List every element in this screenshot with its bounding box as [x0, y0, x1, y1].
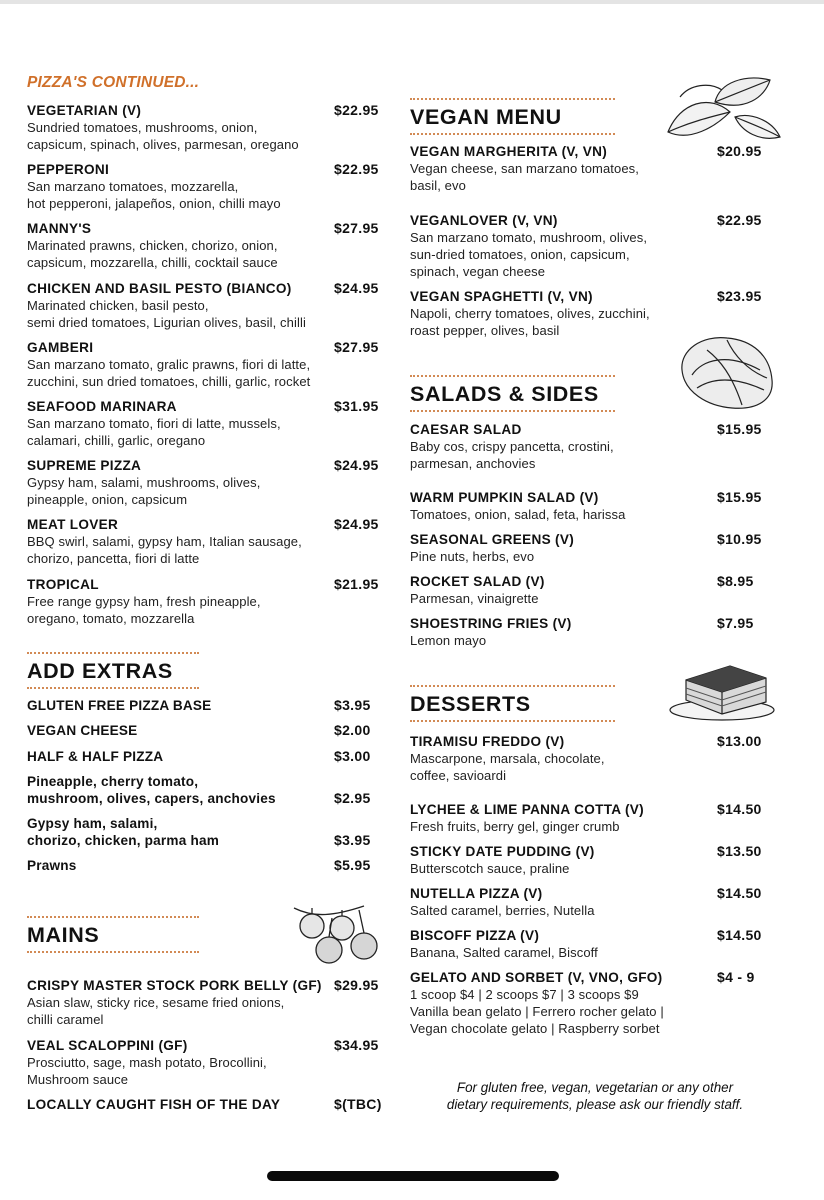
extra-name: chorizo, chicken, parma ham: [27, 833, 219, 848]
item-description: hot pepperoni, jalapeños, onion, chilli mayo: [27, 196, 281, 211]
item-description: Napoli, cherry tomatoes, olives, zucchini,: [410, 306, 650, 321]
menu-item: [27, 1096, 387, 1113]
top-edge: [0, 0, 824, 4]
section-title: VEGAN MENU: [410, 105, 562, 129]
item-price: $15.95: [717, 489, 762, 505]
item-description: Banana, Salted caramel, Biscoff: [410, 945, 598, 960]
extra-item: [27, 748, 387, 765]
extra-name: GLUTEN FREE PIZZA BASE: [27, 698, 212, 713]
item-description: Mascarpone, marsala, chocolate,: [410, 751, 605, 766]
item-description: Tomatoes, onion, salad, feta, harissa: [410, 507, 626, 522]
dietary-note: [410, 1079, 780, 1113]
item-description: Butterscotch sauce, praline: [410, 861, 570, 876]
item-price: $24.95: [334, 457, 379, 473]
item-description: chorizo, pancetta, fiori di latte: [27, 551, 200, 566]
item-price: $31.95: [334, 398, 379, 414]
item-name: CRISPY MASTER STOCK PORK BELLY (GF): [27, 978, 322, 993]
item-description: Lemon mayo: [410, 633, 487, 648]
menu-item: [27, 457, 387, 508]
item-name: VEGANLOVER (V, VN): [410, 213, 558, 228]
item-name: GELATO AND SORBET (V, VNO, GFO): [410, 970, 663, 985]
item-name: VEGAN SPAGHETTI (V, VN): [410, 289, 593, 304]
item-description: San marzano tomatoes, mozzarella,: [27, 179, 239, 194]
pizzas-continued-heading: PIZZA'S CONTINUED...: [27, 74, 200, 91]
menu-item: [410, 927, 780, 961]
item-price: $8.95: [717, 573, 754, 589]
vegan-menu-section: [410, 98, 615, 135]
menu-item: [410, 531, 780, 565]
item-description: San marzano tomato, mushroom, olives,: [410, 230, 648, 245]
item-price: $24.95: [334, 516, 379, 532]
item-price: $14.50: [717, 801, 762, 817]
lettuce-icon: [672, 330, 780, 412]
menu-item: [27, 339, 387, 390]
item-price: $20.95: [717, 143, 762, 159]
item-description: Vegan chocolate gelato | Raspberry sorbet: [410, 1021, 660, 1036]
item-name: MEAT LOVER: [27, 517, 119, 532]
extra-item: [27, 697, 387, 714]
item-name: BISCOFF PIZZA (V): [410, 928, 540, 943]
item-description: semi dried tomatoes, Ligurian olives, basil, chilli: [27, 315, 306, 330]
menu-item: [410, 573, 780, 607]
item-name: WARM PUMPKIN SALAD (V): [410, 490, 599, 505]
item-price: $13.00: [717, 733, 762, 749]
item-description: oregano, tomato, mozzarella: [27, 611, 195, 626]
salads-sides-section: [410, 375, 615, 412]
item-description: Vegan cheese, san marzano tomatoes,: [410, 161, 639, 176]
item-name: TROPICAL: [27, 577, 99, 592]
extra-price: $2.95: [334, 790, 371, 806]
desserts-section: [410, 685, 615, 722]
item-price: $13.50: [717, 843, 762, 859]
item-name: SHOESTRING FRIES (V): [410, 616, 572, 631]
section-title: SALADS & SIDES: [410, 382, 599, 406]
extra-price: $3.95: [334, 697, 371, 713]
extra-price: $3.00: [334, 748, 371, 764]
menu-item: [410, 969, 780, 1037]
item-description: Marinated chicken, basil pesto,: [27, 298, 209, 313]
extra-name: VEGAN CHEESE: [27, 723, 138, 738]
item-name: SEASONAL GREENS (V): [410, 532, 575, 547]
item-name: MANNY'S: [27, 221, 92, 236]
extra-price: $3.95: [334, 832, 371, 848]
section-title: MAINS: [27, 923, 100, 947]
item-name: ROCKET SALAD (V): [410, 574, 545, 589]
menu-item: [27, 398, 387, 449]
divider: [410, 410, 615, 412]
menu-item: [410, 489, 780, 523]
extra-name: Pineapple, cherry tomato,: [27, 774, 199, 789]
extra-name: mushroom, olives, capers, anchovies: [27, 791, 276, 806]
item-description: Salted caramel, berries, Nutella: [410, 903, 595, 918]
item-name: CAESAR SALAD: [410, 422, 522, 437]
item-description: coffee, savioardi: [410, 768, 507, 783]
item-description: Pine nuts, herbs, evo: [410, 549, 535, 564]
basil-leaves-icon: [660, 72, 785, 147]
menu-item: [27, 280, 387, 331]
item-price: $22.95: [334, 102, 379, 118]
divider: [27, 687, 199, 689]
item-description: chilli caramel: [27, 1012, 104, 1027]
menu-item: [410, 843, 780, 877]
item-description: sun-dried tomatoes, onion, capsicum,: [410, 247, 630, 262]
menu-item: [410, 885, 780, 919]
item-description: pineapple, onion, capsicum: [27, 492, 188, 507]
item-price: $23.95: [717, 288, 762, 304]
item-price: $10.95: [717, 531, 762, 547]
item-name: VEAL SCALOPPINI (GF): [27, 1038, 188, 1053]
menu-item: [27, 1037, 387, 1088]
item-price: $24.95: [334, 280, 379, 296]
dietary-note-line: dietary requirements, please ask our friendly staff.: [446, 1097, 744, 1112]
home-indicator: [267, 1171, 559, 1181]
item-price: $29.95: [334, 977, 379, 993]
dietary-note-line: For gluten free, vegan, vegetarian or any other: [456, 1080, 734, 1095]
item-price: $14.50: [717, 927, 762, 943]
section-title: DESSERTS: [410, 692, 531, 716]
extra-item: [27, 815, 387, 849]
extra-price: $2.00: [334, 722, 371, 738]
item-name: LYCHEE & LIME PANNA COTTA (V): [410, 802, 645, 817]
menu-item: [410, 733, 780, 784]
item-name: VEGAN MARGHERITA (V, VN): [410, 144, 608, 159]
item-description: Vanilla bean gelato | Ferrero rocher gelato |: [410, 1004, 664, 1019]
menu-item: [27, 220, 387, 271]
item-name: STICKY DATE PUDDING (V): [410, 844, 595, 859]
cherry-tomatoes-icon: [284, 898, 384, 966]
divider: [410, 720, 615, 722]
item-description: Fresh fruits, berry gel, ginger crumb: [410, 819, 620, 834]
item-name: TIRAMISU FREDDO (V): [410, 734, 565, 749]
item-price: $22.95: [717, 212, 762, 228]
item-name: GAMBERI: [27, 340, 94, 355]
menu-item: [27, 576, 387, 627]
item-price: $14.50: [717, 885, 762, 901]
menu-item: [27, 977, 387, 1028]
item-description: parmesan, anchovies: [410, 456, 536, 471]
menu-item: [27, 161, 387, 212]
menu-item: [410, 143, 780, 194]
extra-name: Gypsy ham, salami,: [27, 816, 158, 831]
item-name: NUTELLA PIZZA (V): [410, 886, 543, 901]
item-description: Asian slaw, sticky rice, sesame fried onions,: [27, 995, 285, 1010]
menu-item: [27, 102, 387, 153]
item-price: $22.95: [334, 161, 379, 177]
mains-section: [27, 916, 199, 953]
section-title: ADD EXTRAS: [27, 659, 173, 683]
menu-item: [410, 212, 780, 280]
item-description: Parmesan, vinaigrette: [410, 591, 539, 606]
item-description: Marinated prawns, chicken, chorizo, onion,: [27, 238, 278, 253]
menu-item: [410, 421, 780, 472]
extra-item: [27, 773, 387, 807]
item-description: calamari, chilli, garlic, oregano: [27, 433, 206, 448]
extra-item: [27, 722, 387, 739]
item-description: San marzano tomato, gralic prawns, fiori di latte,: [27, 357, 311, 372]
add-extras-section: [27, 652, 199, 689]
menu-item: [410, 801, 780, 835]
menu-item: [27, 516, 387, 567]
item-price: $27.95: [334, 339, 379, 355]
item-description: Prosciutto, sage, mash potato, Brocollini,: [27, 1055, 267, 1070]
item-description: basil, evo: [410, 178, 466, 193]
item-price: $7.95: [717, 615, 754, 631]
item-name: PEPPERONI: [27, 162, 110, 177]
item-description: capsicum, mozzarella, chilli, cocktail sauce: [27, 255, 278, 270]
item-description: Sundried tomatoes, mushrooms, onion,: [27, 120, 258, 135]
item-name: VEGETARIAN (V): [27, 103, 142, 118]
item-price: $27.95: [334, 220, 379, 236]
item-description: spinach, vegan cheese: [410, 264, 546, 279]
item-description: San marzano tomato, fiori di latte, mussels,: [27, 416, 281, 431]
menu-item: [410, 615, 780, 649]
item-description: Mushroom sauce: [27, 1072, 129, 1087]
item-name: SEAFOOD MARINARA: [27, 399, 177, 414]
item-name: CHICKEN AND BASIL PESTO (BIANCO): [27, 281, 292, 296]
item-description: BBQ swirl, salami, gypsy ham, Italian sausage,: [27, 534, 302, 549]
extra-name: HALF & HALF PIZZA: [27, 749, 164, 764]
extra-item: [27, 857, 387, 874]
item-description: zucchini, sun dried tomatoes, chilli, garlic, rocket: [27, 374, 311, 389]
item-name: LOCALLY CAUGHT FISH OF THE DAY: [27, 1097, 281, 1112]
item-price: $(TBC): [334, 1096, 382, 1112]
item-description: Free range gypsy ham, fresh pineapple,: [27, 594, 261, 609]
item-description: Baby cos, crispy pancetta, crostini,: [410, 439, 614, 454]
extra-name: Prawns: [27, 858, 77, 873]
item-price: $34.95: [334, 1037, 379, 1053]
divider: [410, 133, 615, 135]
item-description: Gypsy ham, salami, mushrooms, olives,: [27, 475, 261, 490]
extra-price: $5.95: [334, 857, 371, 873]
tiramisu-cake-icon: [668, 658, 776, 722]
item-description: 1 scoop $4 | 2 scoops $7 | 3 scoops $9: [410, 987, 639, 1002]
item-description: roast pepper, olives, basil: [410, 323, 560, 338]
item-price: $21.95: [334, 576, 379, 592]
item-name: SUPREME PIZZA: [27, 458, 142, 473]
item-description: capsicum, spinach, olives, parmesan, oregano: [27, 137, 299, 152]
item-price: $15.95: [717, 421, 762, 437]
divider: [27, 951, 199, 953]
item-price: $4 - 9: [717, 969, 755, 985]
